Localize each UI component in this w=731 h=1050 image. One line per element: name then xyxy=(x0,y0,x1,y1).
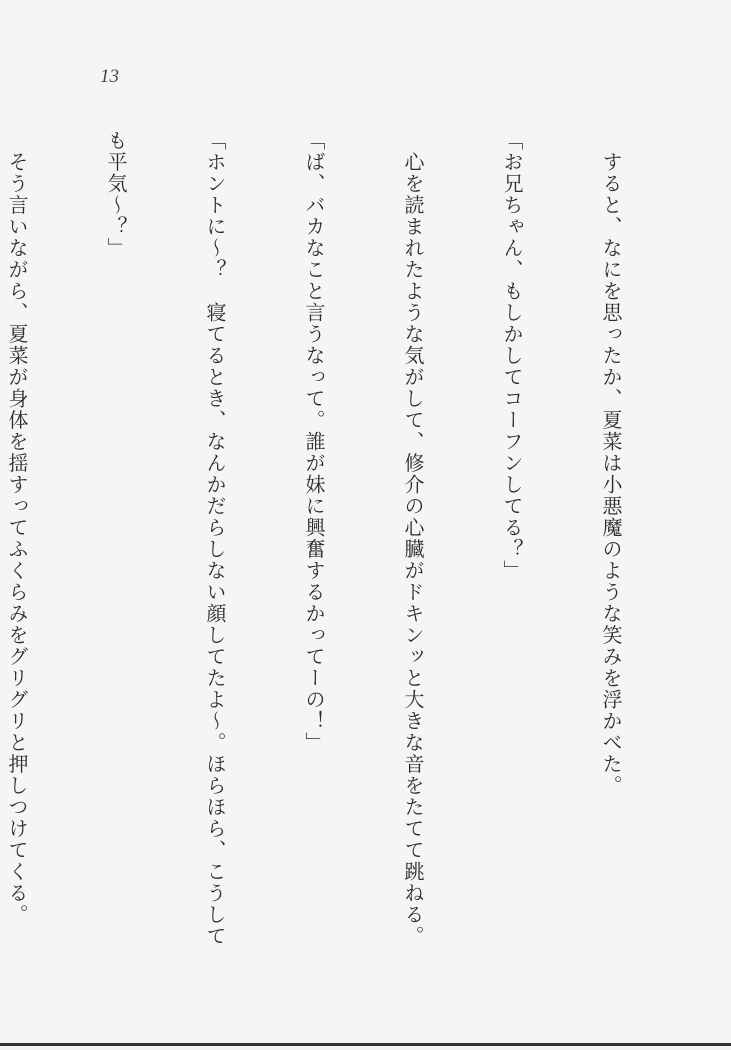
text-line: 「ば、バカなこと言うなって。誰が妹に興奮するかってーの！」 xyxy=(302,130,326,754)
text-line: 心を読まれたような気がして、修介の心臓がドキンッと大きな音をたてて跳ねる。 xyxy=(401,130,425,947)
page-number: 13 xyxy=(100,66,119,87)
text-line: そう言いながら、夏菜が身体を揺すってふくらみをグリグリと押しつけてくる。 xyxy=(5,130,29,926)
text-line: すると、なにを思ったか、夏菜は小悪魔のような笑みを浮かべた。 xyxy=(599,130,623,797)
body-text xyxy=(0,130,693,960)
text-line: 「ホントに〜？ 寝てるとき、なんかだらしない顔してたよ〜。ほらほら、こうして xyxy=(203,130,227,947)
page-bottom-edge xyxy=(0,1043,731,1046)
text-line: 「お兄ちゃん、もしかしてコーフンしてる？」 xyxy=(500,130,524,582)
text-line: も平気〜？」 xyxy=(104,130,128,259)
